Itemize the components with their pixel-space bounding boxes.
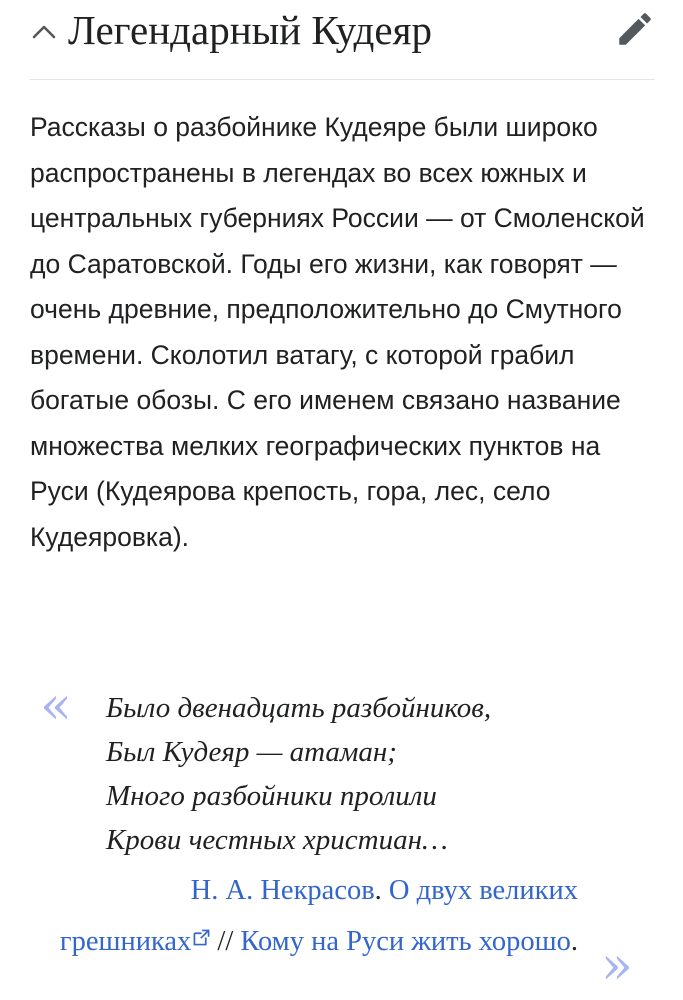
verse-line: Много разбойники пролили [106,780,437,812]
external-link-icon [193,929,210,946]
chevron-up-icon[interactable] [30,18,58,46]
citation-separator: // [210,926,241,957]
verse-line: Было двенадцать разбойников, [106,692,492,724]
section-paragraph: Рассказы о разбойнике Кудеяре были широко распространены в легендах во всех южных и центральных губерниях России — от Смоленской до Саратовской. Годы его жизни, как говорят — очень древние, предположительно до Смутного времени. Сколотил ватагу, с которой грабил богатые обозы. С его именем связано название множества мелких географических пунктов на Руси (Кудеярова крепость, гора, лес, село Кудеяровка). [30,112,645,552]
citation-dot: . [570,926,578,957]
open-quote-mark: « [40,676,72,736]
citation-dot: . [374,875,389,906]
verse [106,686,491,862]
section-title: Легендарный Кудеяр [68,7,432,53]
work-link-label: О двух великих грешниках [59,875,578,957]
section-header[interactable] [0,0,683,80]
author-link[interactable]: Н. А. Некрасов [190,875,375,906]
section-divider [30,79,655,80]
source-link[interactable]: Кому на Руси жить хорошо [240,926,571,957]
verse-line: Был Кудеяр — атаман; [106,736,397,768]
verse-line: Крови честных христиан… [106,824,448,856]
close-quote-mark: » [601,936,633,996]
pencil-icon[interactable] [614,8,656,50]
quote-block [40,678,660,998]
quote-citation [58,865,578,967]
